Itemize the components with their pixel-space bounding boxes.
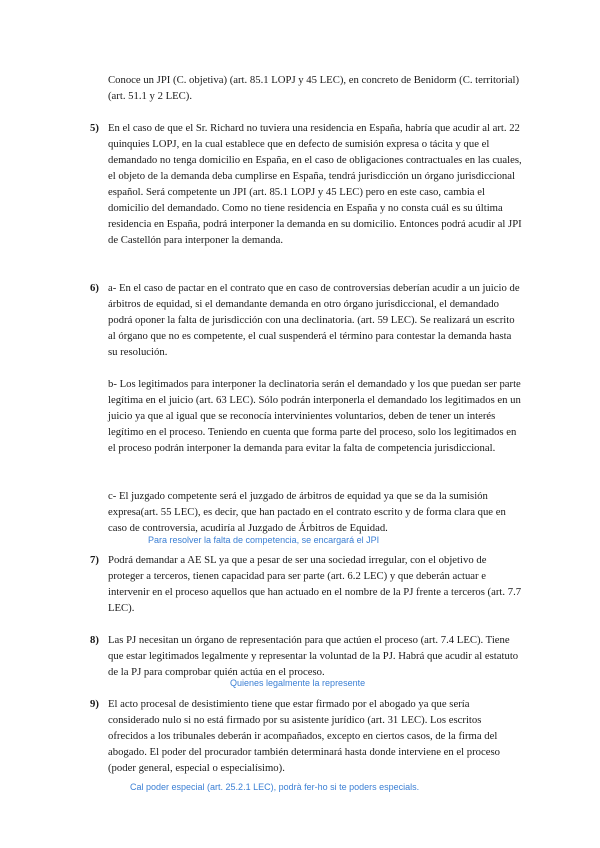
item-8-paragraph: Las PJ necesitan un órgano de representación para que actúen el proceso (art. 7.4 LEC). Tiene que estar legitimados legalmente y representar la voluntad de la PJ. Habrá que acudir al estatuto de la PJ para comprobar quién actúa en el proceso. [108,634,519,678]
item-6-annotation: Para resolver la falta de competencia, se encargará el JPI [148,535,380,545]
item-9-number: 9) [90,698,99,710]
intro-paragraph: Conoce un JPI (C. objetiva) (art. 85.1 LOPJ y 45 LEC), en concreto de Benidorm (C. territorial) (art. 51.1 y 2 LEC). [108,74,520,102]
item-9-paragraph: El acto procesal de desistimiento tiene que estar firmado por el abogado ya que sería considerado nulo si no está firmado por su asistente jurídico (art. 31 LEC). Los escritos ofrecidos a los tribunales deberán ir acompañados, excepto en ciertos casos, de la firma del abogado. El poder del procurador también determinará hasta donde interviene en el proceso (poder general, especial o especialísimo). [108,698,501,774]
item-6a-paragraph: a- En el caso de pactar en el contrato que en caso de controversias deberían acudir a un juicio de árbitros de equidad, si el demandante demanda en otro órgano jurisdiccional, el demandado podrá oponer la falta de jurisdicción con una declinatoria. (art. 59 LEC). Se realizará un escrito al órgano que no es competente, el cual suspenderá el término para contestar la demanda hasta su resolución. [108,282,520,358]
item-7-paragraph: Podrá demandar a AE SL ya que a pesar de ser una sociedad irregular, con el objetivo de proteger a terceros, tienen capacidad para ser parte (art. 6.2 LEC) y que deberán actuar e intervenir en el proceso aquellos que han actuado en el nombre de la PJ frente a terceros (art. 7.7 LEC). [108,554,522,614]
item-8-number: 8) [90,634,99,646]
item-5-number: 5) [90,122,99,134]
item-5-paragraph: En el caso de que el Sr. Richard no tuviera una residencia en España, habría que acudir al art. 22 quinquies LOPJ, en la cual establece que en defecto de sumisión expresa o tácita y que el demandado no tenga domicilio en España, en el caso de obligaciones contractuales en las cuales, el objeto de la demanda deba cumplirse en España, tendrá jurisdicción un órgano jurisdiccional español. Será competente un JPI (art. 85.1 LOPJ y 45 LEC) pero en este caso, cambia el domicilio del demandado. Como no tiene residencia en España y no consta cuál es su última residencia en España, podrá interponer la demanda en su domicilio. Entonces podrá acudir al JPI de Castellón para interponer la demanda. [108,122,522,246]
item-6b-paragraph: b- Los legitimados para interponer la declinatoria serán el demandado y los que puedan ser parte legítima en el juicio (art. 63 LEC). Sólo podrán interponerla el demandado los legitimados en un juicio ya que al igual que se reconocía intervinientes voluntarios, deben de tener un interés legítimo en el proceso. Teniendo en cuenta que forma parte del proceso, solo los legitimados en el proceso podrán interponer la demanda para evitar la falta de competencia jurisdiccional. [108,378,521,454]
item-8-annotation: Quienes legalmente la represente [230,678,366,688]
item-6c-paragraph: c- El juzgado competente será el juzgado de árbitros de equidad ya que se da la sumisión expresa(art. 55 LEC), es decir, que han pactado en el contrato escrito y de forma clara que en caso de controversia, acudiría al Juzgado de Árbitros de Equidad. [108,490,506,534]
item-7-number: 7) [90,554,99,566]
item-9-annotation: Cal poder especial (art. 25.2.1 LEC), podrà fer-ho si te poders especials. [130,782,420,792]
item-6-number: 6) [90,282,99,294]
